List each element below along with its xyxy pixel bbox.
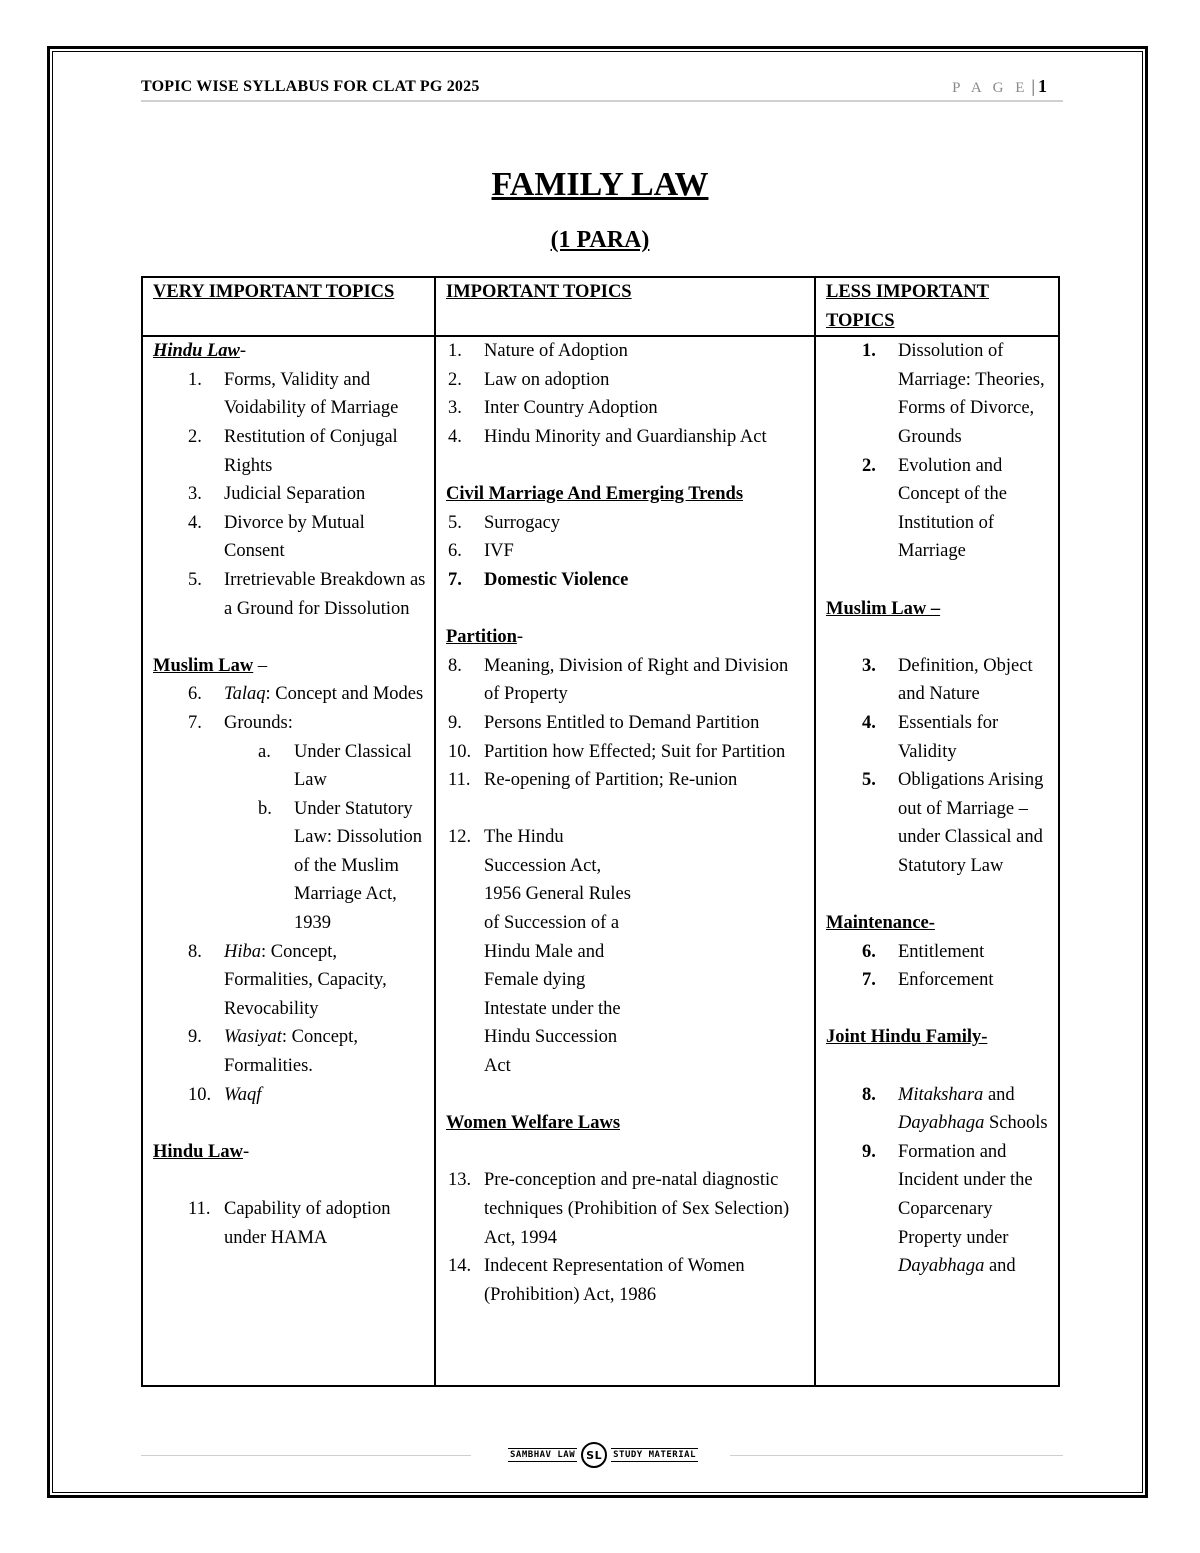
section-heading-civil-marriage: Civil Marriage And Emerging Trends — [446, 484, 744, 505]
header-very-important: VERY IMPORTANT TOPICS — [142, 277, 435, 336]
list-item: 10. Waqf — [188, 1084, 262, 1105]
list-item: 4. Divorce by Mutual Consent — [188, 512, 365, 562]
table-body-row — [142, 336, 1059, 1386]
list-item: 1. Dissolution of Marriage: Theories, Forms of Divorce, Grounds — [862, 341, 1045, 447]
list-hindu-law — [153, 366, 428, 623]
list-item: 8. Mitakshara and Dayabhaga Schools — [862, 1084, 1048, 1134]
list-item: 5. Irretrievable Breakdown as a Ground for Dissolution — [188, 569, 426, 619]
list-item: 9. Wasiyat: Concept, Formalities. — [188, 1027, 358, 1077]
header-less-important: LESS IMPORTANT TOPICS — [815, 277, 1059, 336]
section-heading-hindu-law: Hindu Law- — [153, 341, 247, 362]
list-subitem: b. Under Statutory Law: Dissolution of the Muslim Marriage Act, 1939 — [258, 798, 422, 934]
list-item: 12. The Hindu Succession Act, 1956 General Rules of Succession of a Hindu Male and Female dying Intestate under the Hindu Succession Act — [448, 827, 631, 1077]
list-succession — [446, 823, 808, 1080]
list-item: 2. Restitution of Conjugal Rights — [188, 426, 398, 476]
list-item: 9. Persons Entitled to Demand Partition — [448, 712, 760, 733]
list-item: 5. Obligations Arising out of Marriage – under Classical and Statutory Law — [862, 770, 1044, 876]
list-item: 6. Entitlement — [862, 941, 985, 962]
section-heading-maintenance: Maintenance- — [826, 913, 935, 934]
footer-brand-text: SAMBHAV LAW — [510, 1450, 576, 1460]
list-hindu-law-2 — [153, 1195, 428, 1252]
list-muslim-law — [153, 680, 428, 1109]
list-muslim-marriage — [826, 652, 1052, 881]
list-item: 13. Pre-conception and pre-natal diagnostic techniques (Prohibition of Sex Selection) Act, 1994 — [448, 1170, 790, 1248]
list-maintenance — [826, 938, 1052, 995]
document-title: FAMILY LAW — [491, 166, 709, 203]
list-marriage — [826, 337, 1052, 566]
list-item: 11. Capability of adoption under HAMA — [188, 1199, 391, 1248]
list-item: 3. Definition, Object and Nature — [862, 655, 1033, 705]
section-heading-joint-hindu-family: Joint Hindu Family- — [826, 1027, 988, 1048]
header-title: TOPIC WISE SYLLABUS FOR CLAT PG 2025 — [141, 78, 480, 95]
list-item: 7. Grounds: — [188, 712, 293, 733]
syllabus-table — [141, 276, 1060, 1387]
list-partition — [446, 652, 808, 795]
list-item: 8. Meaning, Division of Right and Division of Property — [448, 655, 789, 705]
list-item: 5. Surrogacy — [448, 512, 561, 533]
page-separator: | — [1031, 76, 1035, 96]
list-women-welfare — [446, 1166, 808, 1309]
footer-logo — [503, 1440, 703, 1470]
section-heading-muslim-law: Muslim Law – — [153, 655, 268, 676]
list-item: 2. Law on adoption — [448, 369, 610, 390]
table-header-row — [142, 277, 1059, 336]
column-important — [435, 336, 815, 1386]
list-civil-marriage — [446, 509, 808, 595]
list-item: 9. Formation and Incident under the Coparcenary Property under Dayabhaga and — [862, 1141, 1033, 1277]
header-important: IMPORTANT TOPICS — [435, 277, 815, 336]
page-number: 1 — [1038, 76, 1047, 96]
list-subitem: a. Under Classical Law — [258, 741, 412, 791]
list-item: 1. Forms, Validity and Voidability of Marriage — [188, 369, 399, 419]
section-heading-partition: Partition- — [446, 627, 524, 648]
list-item: 14. Indecent Representation of Women (Prohibition) Act, 1986 — [448, 1256, 745, 1305]
section-heading-muslim-law: Muslim Law – — [826, 598, 941, 619]
list-item: 2. Evolution and Concept of the Institution of Marriage — [862, 455, 1007, 562]
list-item: 7. Domestic Violence — [448, 569, 629, 590]
list-item: 10. Partition how Effected; Suit for Partition — [448, 741, 786, 762]
list-item: 7. Enforcement — [862, 970, 994, 991]
list-item: 4. Essentials for Validity — [862, 712, 999, 762]
section-heading-hindu-law-2: Hindu Law- — [153, 1141, 250, 1162]
document-subtitle: (1 PARA) — [550, 227, 650, 253]
list-item: 3. Inter Country Adoption — [448, 398, 658, 419]
footer-rule-right — [730, 1455, 1063, 1456]
list-adoption — [446, 337, 808, 451]
list-item: 3. Judicial Separation — [188, 484, 366, 505]
list-item: 6. Talaq: Concept and Modes — [188, 684, 424, 705]
section-heading-women-welfare: Women Welfare Laws — [446, 1113, 621, 1134]
list-item: 6. IVF — [448, 541, 514, 562]
column-less-important — [815, 336, 1059, 1386]
list-item: 8. Hiba: Concept, Formalities, Capacity, Revocability — [188, 941, 387, 1019]
list-joint-hindu-family — [826, 1081, 1052, 1281]
list-item: 4. Hindu Minority and Guardianship Act — [448, 426, 767, 447]
logo-icon: SL — [581, 1442, 607, 1468]
footer-tagline-text: STUDY MATERIAL — [613, 1450, 696, 1460]
page-number-block — [952, 76, 1047, 97]
column-very-important — [142, 336, 435, 1386]
footer-rule-left — [141, 1455, 471, 1456]
page-header — [141, 76, 1063, 102]
list-item: 11. Re-opening of Partition; Re-union — [448, 770, 738, 791]
page-label: P A G E — [952, 80, 1029, 96]
list-item: 1. Nature of Adoption — [448, 341, 628, 362]
